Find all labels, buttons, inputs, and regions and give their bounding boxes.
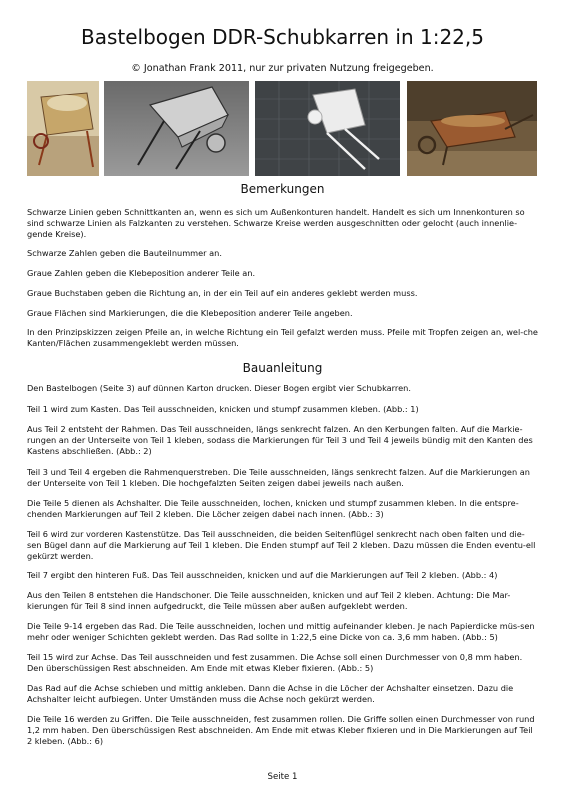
- photo-wheelbarrow-gray-model: [104, 81, 249, 176]
- instruction-paragraph: Teil 3 und Teil 4 ergeben die Rahmenquerstreben. Die Teile ausschneiden, längs senkrecht falzen. Auf die Markierungen an der Unterseite von Teil 1 kleben. Die hochgefalzten Seiten zeigen dabei jeweils nach außen.: [27, 467, 530, 488]
- instruction-paragraph: Teil 7 ergibt den hinteren Fuß. Das Teil ausschneiden, knicken und auf die Markierungen auf Teil 2 kleben. (Abb.: 4): [27, 570, 498, 580]
- photo-wheelbarrow-white-model: [255, 81, 400, 176]
- instruction-paragraph: Die Teile 5 dienen als Achshalter. Die Teile ausschneiden, lochen, knicken und stumpf zusammen kleben. In die entspre-chenden Markierungen auf Teil 2 kleben. Die Löcher zeigen dabei nach innen. (Abb.: 3): [27, 498, 519, 519]
- instruction-paragraph: Den Bastelbogen (Seite 3) auf dünnen Karton drucken. Dieser Bogen ergibt vier Schubkarren.: [27, 383, 411, 393]
- wheelbarrow-rusty-icon: [407, 81, 537, 176]
- wheelbarrow-gray-icon: [104, 81, 249, 176]
- instructions-heading: Bauanleitung: [242, 361, 323, 375]
- remarks-paragraph: Schwarze Zahlen geben die Bauteilnummer an.: [27, 248, 222, 258]
- remarks-paragraph: Schwarze Linien geben Schnittkanten an, wenn es sich um Außenkonturen handelt. Handelt es sich um Innenkonturen so sind schwarze Linien als Falzkanten zu verstehen. Schwarze Kreise werden ausgeschnitten oder gelocht (auch innenlie-gende Kreise).: [27, 207, 525, 239]
- wheelbarrow-white-icon: [255, 81, 400, 176]
- instruction-paragraph: Teil 6 wird zur vorderen Kastenstütze. Das Teil ausschneiden, die beiden Seitenflügel senkrecht nach oben falten und die-sen Bügel dann auf die Markierung auf Teil 1 kleben. Die Enden stumpf auf Teil 2 kleben. Dazu müssen die Enden eventu-ell gekürzt werden.: [27, 529, 536, 561]
- remarks-paragraph: In den Prinzipskizzen zeigen Pfeile an, in welche Richtung ein Teil gefalzt werden muss. Pfeile mit Tropfen zeigen an, wel-che Kanten/Flächen zusammengeklebt werden müssen.: [27, 327, 538, 348]
- instruction-paragraph: Aus den Teilen 8 entstehen die Handschoner. Die Teile ausschneiden, knicken und auf Teil 2 kleben. Achtung: Die Mar-kierungen für Teil 8 sind innen aufgedruckt, die Teile müssen aber außen aufgeklebt werden.: [27, 590, 511, 611]
- remarks-heading: Bemerkungen: [240, 182, 325, 196]
- instruction-paragraph: Teil 1 wird zum Kasten. Das Teil ausschneiden, knicken und stumpf zusammen kleben. (Abb.: 1): [27, 404, 419, 414]
- instruction-paragraph: Das Rad auf die Achse schieben und mittig ankleben. Dann die Achse in die Löcher der Achshalter einsetzen. Dazu die Achshalter leicht aufbiegen. Unter Umständen muss die Achse noch gekürzt werden.: [27, 683, 514, 704]
- remarks-paragraph: Graue Zahlen geben die Klebeposition anderer Teile an.: [27, 268, 256, 278]
- photo-strip: [27, 81, 537, 176]
- photo-wheelbarrow-sand: [27, 81, 99, 176]
- instruction-paragraph: Aus Teil 2 entsteht der Rahmen. Das Teil ausschneiden, längs senkrecht falzen. An den Kerbungen falten. Auf die Markie-rungen an der Unterseite von Teil 1 kleben, sodass die Markierungen für Teil 3 und Teil 4 jeweils bündig mit den Kanten des Kastens abschließen. (Abb.: 2): [27, 424, 533, 456]
- wheelbarrow-sand-icon: [27, 81, 99, 176]
- instruction-paragraph: Die Teile 16 werden zu Griffen. Die Teile ausschneiden, fest zusammen rollen. Die Griffe sollen einen Durchmesser von rund 1,2 mm haben. Den überschüssigen Rest abschneiden. Am Ende mit etwas Kleber fixieren und in Die Markierungen auf Teil 2 kleben. (Abb.: 6): [27, 714, 535, 746]
- remarks-paragraph: Graue Flächen sind Markierungen, die die Klebeposition anderer Teile angeben.: [27, 308, 353, 318]
- page-title: Bastelbogen DDR-Schubkarren in 1:22,5: [81, 25, 484, 49]
- copyright-line: © Jonathan Frank 2011, nur zur privaten Nutzung freigegeben.: [131, 63, 434, 74]
- photo-wheelbarrow-rusty: [407, 81, 537, 176]
- instruction-paragraph: Teil 15 wird zur Achse. Das Teil ausschneiden und fest zusammen. Die Achse soll einen Durchmesser von 0,8 mm haben. Den überschüssigen Rest abschneiden. Am Ende mit etwas Kleber fixieren. (Abb.: 5): [27, 652, 523, 673]
- page-number: Seite 1: [267, 772, 298, 782]
- remarks-paragraph: Graue Buchstaben geben die Richtung an, in der ein Teil auf ein anderes geklebt werden muss.: [27, 288, 418, 298]
- instruction-paragraph: Die Teile 9-14 ergeben das Rad. Die Teile ausschneiden, lochen und mittig aufeinander kleben. Je nach Papierdicke müs-sen mehr oder weniger Schichten geklebt werden. Das Rad sollte in 1:22,5 eine Dicke von ca. 3,6 mm haben. (Abb.: 5): [27, 621, 535, 642]
